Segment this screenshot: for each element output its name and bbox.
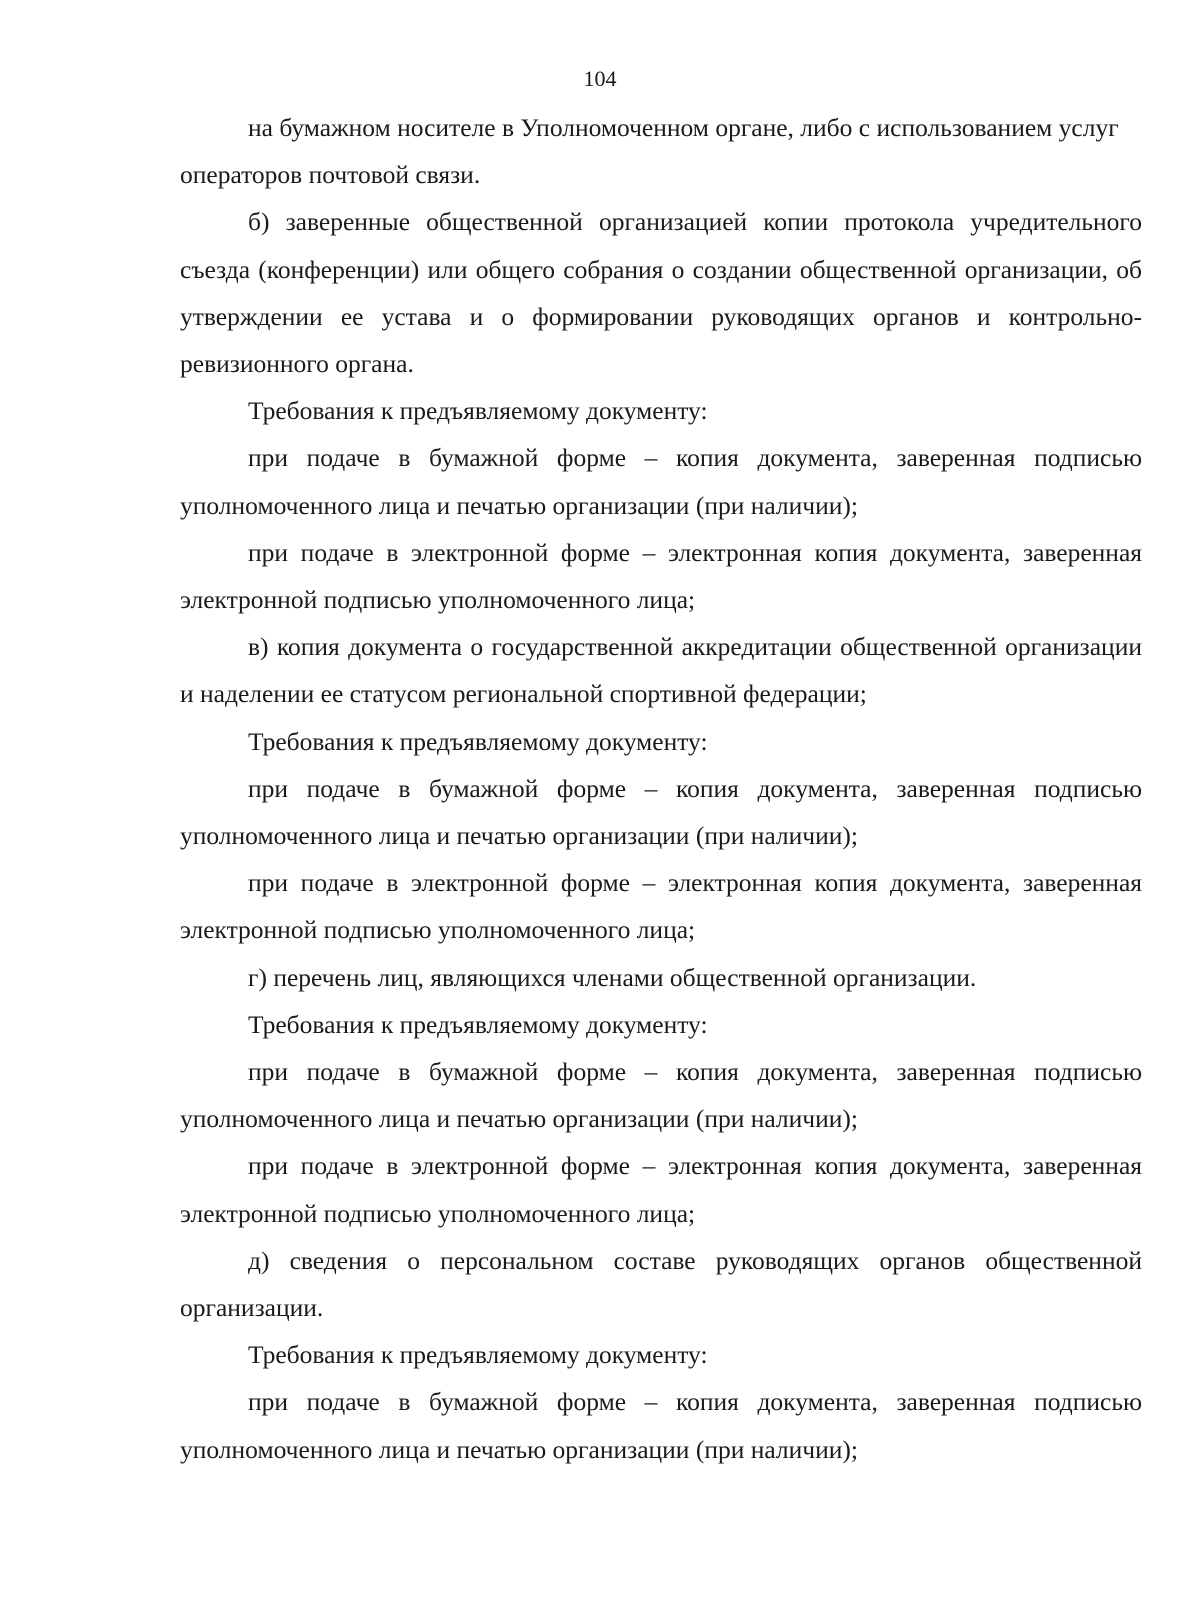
paragraph: при подаче в бумажной форме – копия документа, заверенная подписью уполномоченного лица и печатью организации (при наличии); — [180, 443, 1142, 520]
paragraph: г) перечень лиц, являющихся членами общественной организации. — [248, 962, 977, 992]
page-number: 104 — [583, 66, 617, 91]
document-body — [180, 104, 1142, 1473]
paragraph: Требования к предъявляемому документу: — [248, 726, 708, 756]
paragraph: Требования к предъявляемому документу: — [248, 396, 708, 426]
paragraph: при подаче в электронной форме – электронная копия документа, заверенная электронной подписью уполномоченного лица; — [180, 1151, 1142, 1228]
paragraph: в) копия документа о государственной аккредитации общественной организации и наделении ее статусом региональной спортивной федерации; — [180, 632, 1142, 709]
paragraph: Требования к предъявляемому документу: — [248, 1340, 708, 1370]
paragraph: на бумажном носителе в Уполномоченном органе, либо с использованием услуг операторов почтовой связи. — [180, 113, 1119, 190]
paragraph: д) сведения о персональном составе руководящих органов общественной организации. — [180, 1245, 1142, 1323]
paragraph: при подаче в электронной форме – электронная копия документа, заверенная электронной подписью уполномоченного лица; — [180, 537, 1142, 615]
paragraph: Требования к предъявляемому документу: — [248, 1009, 708, 1039]
paragraph: б) заверенные общественной организацией копии протокола учредительного съезда (конференции) или общего собрания о создании общественной организации, об утверждении ее устава и о формировании руководящих органов и контрольно-ревизионного органа. — [180, 207, 1142, 379]
paragraph: при подаче в электронной форме – электронная копия документа, заверенная электронной подписью уполномоченного лица; — [180, 868, 1142, 945]
paragraph: при подаче в бумажной форме – копия документа, заверенная подписью уполномоченного лица и печатью организации (при наличии); — [180, 1387, 1142, 1464]
paragraph: при подаче в бумажной форме – копия документа, заверенная подписью уполномоченного лица и печатью организации (при наличии); — [180, 773, 1142, 851]
paragraph: при подаче в бумажной форме – копия документа, заверенная подписью уполномоченного лица и печатью организации (при наличии); — [180, 1057, 1142, 1134]
